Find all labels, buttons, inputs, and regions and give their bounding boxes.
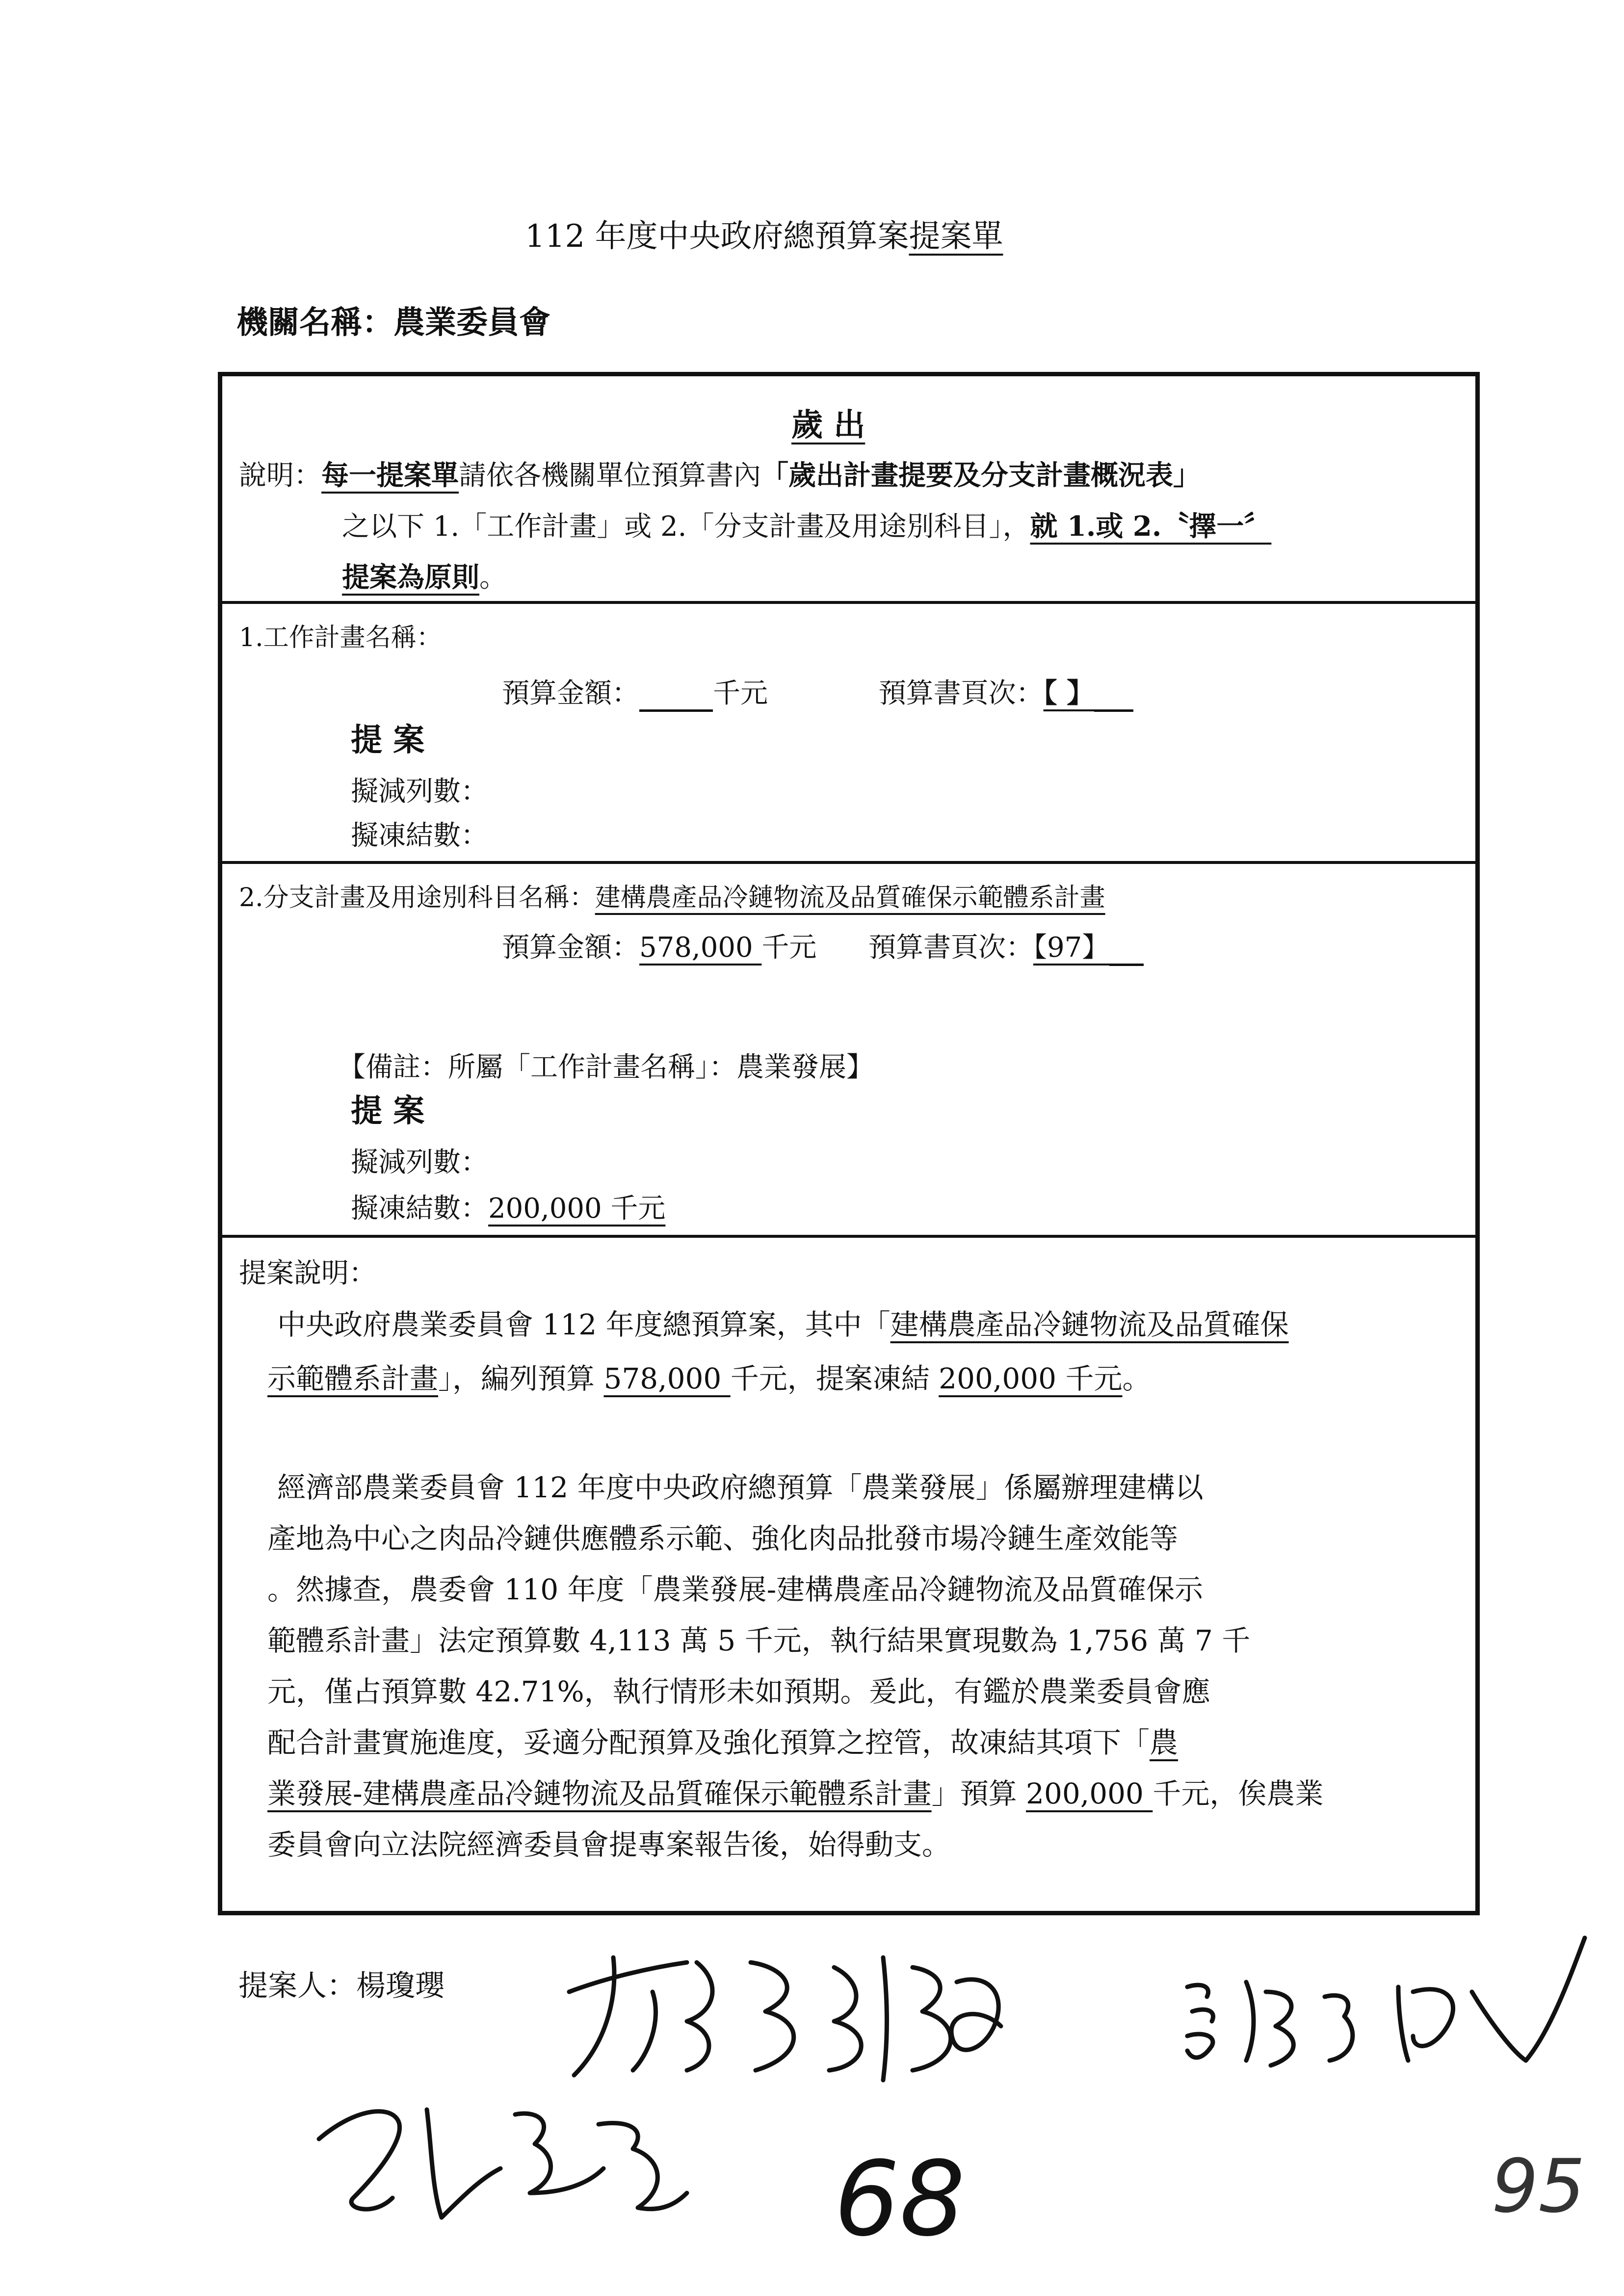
explanation-p2-line-5: 元，僅占預算數 42.71%，執行情形未如預期。爰此，有鑑於農業委員會應 [267, 1675, 1210, 1708]
divider-3 [222, 1235, 1475, 1238]
sub-plan-name-line: 2.分支計畫及用途別科目名稱：建構農產品冷鏈物流及品質確保示範體系計畫 [239, 883, 1105, 913]
work-plan-proposal-heading: 提 案 [351, 722, 425, 758]
sub-plan-proposal-heading: 提 案 [351, 1093, 425, 1129]
explanation-label: 提案說明： [239, 1257, 376, 1289]
instructions-line-1: 說明：每一提案單請依各機關單位預算書內「歲出計畫提要及分支計畫概況表」 [239, 459, 1201, 492]
sub-plan-freeze-line: 擬凍結數：200,000 千元 [351, 1193, 666, 1225]
section-header: 歲 出 [791, 407, 865, 444]
sub-plan-reduce-label: 擬減列數： [351, 1147, 488, 1178]
explanation-p1-line-2: 示範體系計畫」，編列預算 578,000 千元，提案凍結 200,000 千元。 [267, 1362, 1151, 1395]
work-plan-freeze-label: 擬凍結數： [351, 820, 488, 852]
proposer-label: 提案人： [238, 1969, 356, 2003]
sub-plan-freeze-value: 200,000 千元 [488, 1193, 666, 1225]
sub-plan-page-value: 【97】 [1033, 932, 1110, 964]
proposal-form-table [218, 372, 1480, 1915]
page-number-center: 68 [834, 2139, 966, 2259]
instructions-line-2: 之以下 1.「工作計畫」或 2.「分支計畫及用途別科目」，就 1.或 2.〝擇一〞 [342, 510, 1272, 543]
signature-hsieh [1187, 1938, 1585, 2065]
divider-1 [222, 601, 1475, 604]
work-plan-budget-line: 預算金額： 千元 預算書頁次：【 】 [502, 672, 1133, 712]
agency-line [236, 297, 550, 342]
sub-plan-budget-line: 預算金額：578,000 千元 預算書頁次：【97】 [502, 926, 1144, 966]
signature-kung [319, 2110, 687, 2218]
sub-plan-budget-value: 578,000 [639, 932, 762, 964]
sub-plan-note: 【備註：所屬「工作計畫名稱」：農業發展】 [338, 1051, 874, 1083]
proposer-line [238, 1962, 445, 2005]
sub-plan-name: 建構農產品冷鏈物流及品質確保示範體系計畫 [595, 883, 1105, 913]
divider-2 [222, 861, 1475, 864]
explanation-p2-line-4: 範體系計畫」法定預算數 4,113 萬 5 千元，執行結果實現數為 1,756 萬 7 千 [267, 1624, 1251, 1657]
instructions-line-3: 提案為原則。 [342, 561, 507, 594]
explanation-p2-line-1: 經濟部農業委員會 112 年度中央政府總預算「農業發展」係屬辦理建構以 [277, 1471, 1204, 1504]
work-plan-name-label: 1.工作計畫名稱： [239, 623, 442, 652]
explanation-p2-line-8: 委員會向立法院經濟委員會提專案報告後，始得動支。 [267, 1828, 951, 1861]
explanation-p2-line-2: 產地為中心之肉品冷鏈供應體系示範、強化肉品批發市場冷鏈生產效能等 [267, 1522, 1179, 1555]
agency-label: 機關名稱： [236, 304, 393, 341]
signature-yang [569, 1957, 1001, 2080]
explanation-p2-line-6: 配合計畫實施進度，妥適分配預算及強化預算之控管，故凍結其項下「農 [267, 1726, 1179, 1759]
proposer-name: 楊瓊瓔 [356, 1969, 445, 2003]
explanation-p1-line-1: 中央政府農業委員會 112 年度總預算案，其中「建構農產品冷鏈物流及品質確保 [277, 1308, 1289, 1341]
budget-blank [639, 678, 713, 712]
explanation-p2-line-3: 。然據查，農委會 110 年度「農業發展-建構農產品冷鏈物流及品質確保示 [267, 1573, 1204, 1606]
agency-name: 農業委員會 [393, 304, 550, 341]
explanation-p2-line-7: 業發展-建構農產品冷鏈物流及品質確保示範體系計畫」預算 200,000 千元，俟農業 [267, 1777, 1324, 1810]
page-number-right: 95 [1492, 2144, 1585, 2229]
work-plan-reduce-label: 擬減列數： [351, 776, 488, 808]
document-title: 112 年度中央政府總預算案提案單 [525, 218, 1003, 255]
